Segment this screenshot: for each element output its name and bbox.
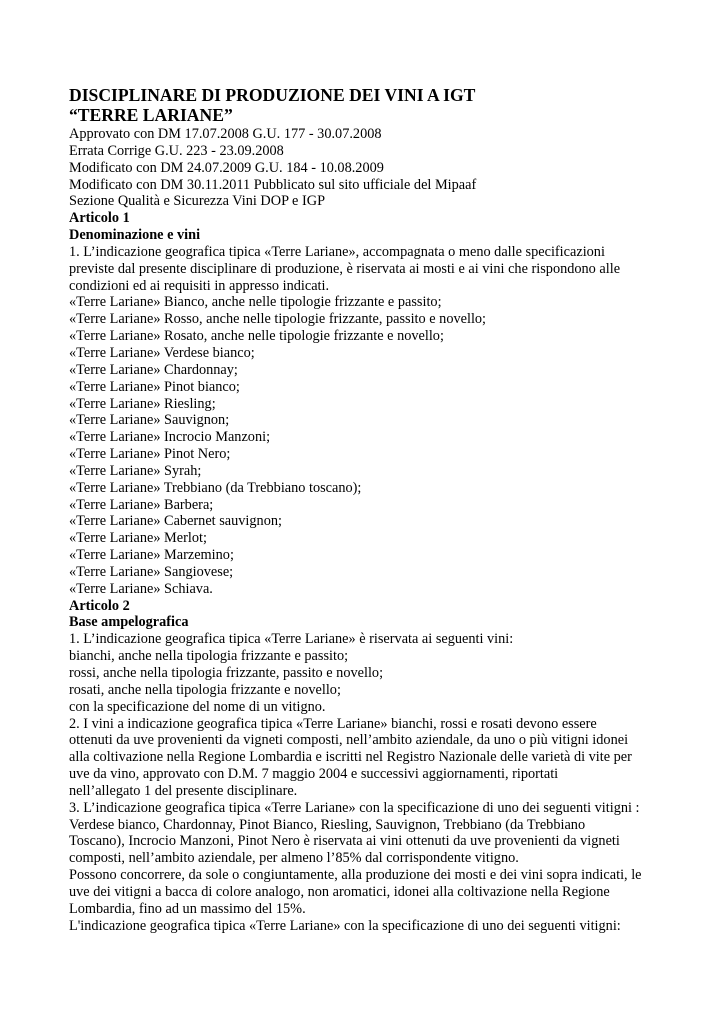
text-line: bianchi, anche nella tipologia frizzante e passito; [69, 648, 349, 665]
meta-line: Modificato con DM 30.11.2011 Pubblicato sul sito ufficiale del Mipaaf [69, 176, 477, 193]
text-line: rosati, anche nella tipologia frizzante e novello; [69, 681, 341, 698]
wine-list-item: «Terre Lariane» Sangiovese; [69, 563, 234, 580]
wine-list-item: «Terre Lariane» Cabernet sauvignon; [69, 513, 282, 530]
text-line: 1. L’indicazione geografica tipica «Terre Lariane», accompagnata o meno dalle specificazioni [69, 243, 605, 260]
article-1-subheading: Denominazione e vini [69, 227, 201, 244]
text-line: Possono concorrere, da sole o congiuntamente, alla produzione dei mosti e dei vini sopra indicati, le [69, 867, 642, 884]
article-2-paragraph-2 [69, 716, 669, 800]
wine-list-item: «Terre Lariane» Bianco, anche nelle tipologie frizzante e passito; [69, 294, 442, 311]
document-title: DISCIPLINARE DI PRODUZIONE DEI VINI A IGT [69, 85, 476, 105]
meta-line: Modificato con DM 24.07.2009 G.U. 184 - 10.08.2009 [69, 159, 384, 176]
wine-list-item: «Terre Lariane» Trebbiano (da Trebbiano toscano); [69, 479, 362, 496]
wine-list-item: «Terre Lariane» Rosato, anche nelle tipologie frizzante e novello; [69, 328, 444, 345]
wine-list-item: «Terre Lariane» Pinot bianco; [69, 378, 240, 395]
text-line: Toscano), Incrocio Manzoni, Pinot Nero è riservata ai vini ottenuti da uve provenienti da vigneti [69, 833, 620, 850]
text-line: Lombardia, fino ad un massimo del 15%. [69, 900, 306, 917]
text-line: 2. I vini a indicazione geografica tipica «Terre Lariane» bianchi, rossi e rosati devono essere [69, 715, 597, 732]
text-line: nell’allegato 1 del presente disciplinare. [69, 782, 298, 799]
meta-line: Errata Corrige G.U. 223 - 23.09.2008 [69, 142, 284, 159]
article-2-paragraph-4 [69, 867, 669, 918]
text-line: Verdese bianco, Chardonnay, Pinot Bianco, Riesling, Sauvignon, Trebbiano (da Trebbiano [69, 816, 586, 833]
document-title-name: “TERRE LARIANE” [69, 104, 233, 125]
text-line: uve da vino, approvato con D.M. 7 maggio 2004 e successivi aggiornamenti, riportati [69, 766, 559, 783]
wine-list-item: «Terre Lariane» Verdese bianco; [69, 344, 255, 361]
text-line: rossi, anche nella tipologia frizzante, passito e novello; [69, 665, 384, 681]
approval-info [69, 126, 669, 210]
document-body [69, 86, 669, 935]
text-line: L'indicazione geografica tipica «Terre Lariane» con la specificazione di uno dei seguenti vitigni: [69, 917, 621, 934]
article-2-paragraph-5 [69, 918, 669, 935]
article-2-heading: Articolo 2 [69, 597, 130, 614]
text-line: uve dei vitigni a bacca di colore analogo, non aromatici, idonei alla coltivazione nella Regione [69, 883, 610, 900]
text-line: ottenuti da uve provenienti da vigneti composti, nell’ambito aziendale, da uno o più vitigni idonei [69, 732, 629, 749]
wine-list-item: «Terre Lariane» Barbera; [69, 496, 214, 513]
text-line: alla coltivazione nella Regione Lombardia e iscritti nel Registro Nazionale delle varietà di vite per [69, 749, 632, 766]
text-line: composti, nell’ambito aziendale, per almeno l’85% dal corrispondente vitigno. [69, 850, 519, 867]
wine-list-item: «Terre Lariane» Chardonnay; [69, 361, 238, 378]
text-line: condizioni ed ai requisiti in appresso indicati. [69, 277, 330, 294]
meta-line: Sezione Qualità e Sicurezza Vini DOP e IGP [69, 193, 326, 210]
wine-list-item: «Terre Lariane» Sauvignon; [69, 412, 230, 429]
text-line: 1. L’indicazione geografica tipica «Terre Lariane» è riservata ai seguenti vini: [69, 631, 514, 648]
text-line: previste dal presente disciplinare di produzione, è riservata ai mosti e ai vini che rispondono alle [69, 260, 621, 277]
meta-line: Approvato con DM 17.07.2008 G.U. 177 - 30.07.2008 [69, 126, 382, 142]
text-line: 3. L’indicazione geografica tipica «Terre Lariane» con la specificazione di uno dei seguenti vitigni : [69, 799, 640, 816]
article-2-paragraph-1 [69, 631, 669, 715]
article-1-heading: Articolo 1 [69, 210, 130, 227]
wine-list [69, 294, 669, 597]
wine-list-item: «Terre Lariane» Incrocio Manzoni; [69, 429, 271, 446]
text-line: con la specificazione del nome di un vitigno. [69, 698, 326, 715]
wine-list-item: «Terre Lariane» Merlot; [69, 530, 207, 547]
article-1-paragraph [69, 244, 669, 295]
wine-list-item: «Terre Lariane» Marzemino; [69, 547, 234, 564]
wine-list-item: «Terre Lariane» Schiava. [69, 580, 213, 597]
wine-list-item: «Terre Lariane» Rosso, anche nelle tipologie frizzante, passito e novello; [69, 311, 487, 328]
article-2-paragraph-3 [69, 800, 669, 867]
wine-list-item: «Terre Lariane» Syrah; [69, 462, 202, 479]
wine-list-item: «Terre Lariane» Pinot Nero; [69, 446, 231, 463]
wine-list-item: «Terre Lariane» Riesling; [69, 395, 216, 412]
article-2-subheading: Base ampelografica [69, 614, 189, 631]
